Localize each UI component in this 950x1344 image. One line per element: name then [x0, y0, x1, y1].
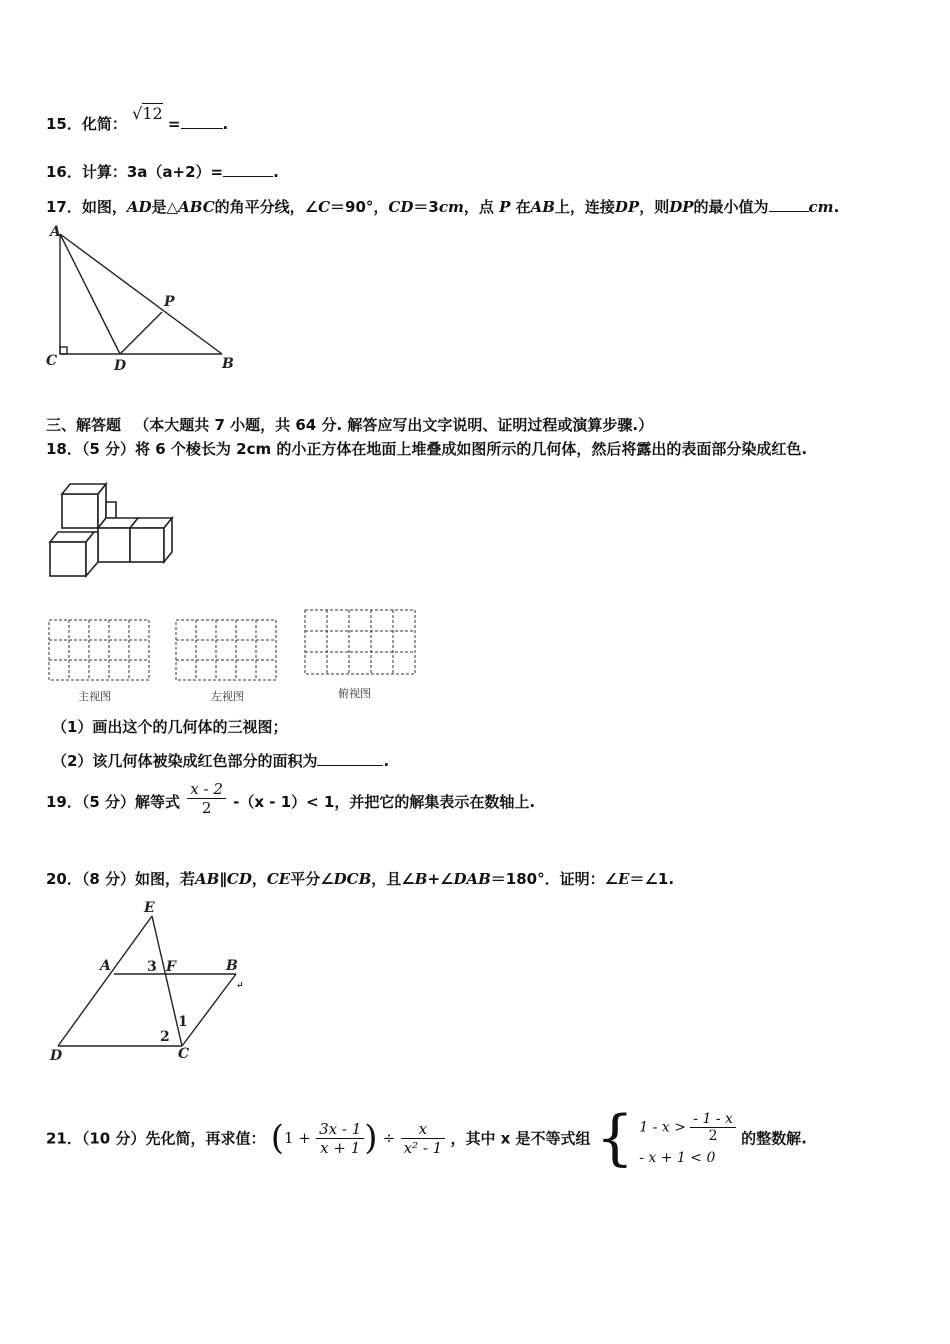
question-number: 15． — [46, 115, 82, 133]
text-seg: ＝∠1. — [629, 870, 675, 888]
text-seg: ＝90°， — [330, 198, 389, 216]
var-ad: AD — [126, 198, 152, 216]
label-2: 2 — [160, 1029, 170, 1045]
edge-ad — [60, 234, 120, 354]
question-text-post: 的整数解. — [741, 1129, 807, 1148]
question-16: 16．计算：3a（a+2）= . — [46, 163, 279, 181]
question-number: 17． — [46, 198, 82, 216]
question-20 — [46, 868, 674, 889]
label-3: 3 — [147, 959, 157, 975]
text-seg: +∠ — [427, 870, 454, 888]
right-paren: ) — [364, 1118, 378, 1158]
label-d: D — [50, 1048, 63, 1064]
top-view-label: 俯视图 — [338, 687, 371, 700]
fraction-2-numerator: x — [418, 1119, 428, 1138]
var-b: B — [414, 870, 428, 888]
text-seg: ， — [251, 870, 267, 888]
text-seg: 上，连接 — [554, 198, 615, 216]
label-d: D — [114, 358, 127, 374]
edge-dp — [120, 312, 162, 354]
text-seg: 的角平分线，∠ — [214, 198, 319, 216]
fraction-1-numerator: 3x - 1 — [319, 1119, 362, 1138]
cube-top-front — [62, 494, 98, 528]
question-number: 18． — [46, 440, 82, 458]
cube-row-front1 — [98, 528, 130, 562]
left-view-label: 左视图 — [211, 690, 244, 703]
radicand: 12 — [142, 104, 163, 123]
unit-cm: cm — [808, 198, 834, 216]
question-number: 21． — [46, 1129, 82, 1148]
text-seg: . — [833, 198, 840, 216]
question-19 — [46, 780, 536, 821]
var-cd: CD — [226, 870, 252, 888]
question-text-mid: ，其中 x 是不等式组 — [450, 1129, 591, 1148]
text-seg: ＝3 — [413, 198, 439, 216]
label-b: B — [226, 958, 238, 974]
line-de — [58, 916, 152, 1046]
text-seg: 在 — [510, 198, 531, 216]
var-p: P — [499, 198, 511, 216]
question-text: （5 分）解等式 — [81, 793, 181, 811]
edge-ab — [60, 234, 222, 354]
question-17 — [46, 196, 839, 217]
label-f: F — [166, 959, 176, 975]
question-label: 化简： — [81, 115, 127, 133]
fraction-denominator: 2 — [187, 798, 226, 817]
fraction — [187, 780, 226, 817]
var-abc: ABC — [178, 198, 215, 216]
q18-sub2 — [52, 750, 389, 771]
fraction-1 — [316, 1120, 364, 1157]
right-angle-mark — [60, 347, 67, 354]
text-seg: 如图， — [81, 198, 127, 216]
sub2-end: . — [383, 752, 390, 770]
question-text: （5 分）将 6 个棱长为 2cm 的小正方体在地面上堆叠成如图所示的几何体，然后将露出的表面部分染成红色. — [81, 440, 808, 458]
inequality-2: - x + 1 < 0 — [639, 1149, 716, 1166]
var-dp: DP — [614, 198, 640, 216]
text-seg: （8 分）如图，若 — [81, 870, 196, 888]
sub2-text: （2）该几何体被染成红色部分的面积为 — [52, 752, 318, 770]
var-c: C — [318, 198, 331, 216]
question-number: 16． — [46, 163, 82, 181]
var-dp: DP — [669, 198, 694, 216]
cube-stack-figure — [44, 480, 179, 580]
cube-row-front2 — [130, 528, 164, 562]
text-seg: 平分∠ — [290, 870, 334, 888]
triangle-figure — [40, 222, 250, 377]
fraction-1-denominator: x + 1 — [316, 1138, 364, 1157]
text-seg: 的最小值为 — [693, 198, 769, 216]
question-text: （10 分）先化简，再求值： — [81, 1129, 266, 1148]
fraction-2-denominator: x² - 1 — [401, 1138, 446, 1157]
section-title: 三、解答题 — [46, 416, 122, 434]
inequality-1 — [639, 1111, 736, 1144]
answer-blank[interactable] — [181, 114, 223, 129]
question-18 — [46, 438, 807, 459]
top-view-grid[interactable] — [304, 609, 416, 675]
inequality-system — [639, 1111, 736, 1166]
sqrt-expression: √12 — [132, 104, 163, 123]
var-e: E — [618, 870, 630, 888]
left-view-grid[interactable] — [175, 619, 277, 681]
text-seg: 是△ — [151, 198, 179, 216]
label-1: 1 — [178, 1014, 188, 1030]
divide-sign: ÷ — [382, 1129, 396, 1147]
return-mark: ↵ — [236, 981, 244, 991]
label-a: A — [50, 224, 61, 240]
label-c: C — [178, 1046, 190, 1062]
text-seg: ，且∠ — [371, 870, 415, 888]
line-bc — [182, 974, 236, 1046]
fraction-2 — [401, 1120, 446, 1157]
equals-sign: = — [167, 115, 181, 133]
cube-back-peek — [106, 502, 116, 518]
text-seg: ，点 — [463, 198, 500, 216]
var-dcb: DCB — [333, 870, 372, 888]
question-number: 20． — [46, 870, 82, 888]
var-ab: AB — [195, 870, 220, 888]
inequality-1-fraction — [690, 1111, 736, 1144]
unit-cm: cm — [438, 198, 464, 216]
var-ce: CE — [266, 870, 291, 888]
var-dab: DAB — [453, 870, 491, 888]
left-paren: ( — [270, 1118, 284, 1158]
question-text-post: -（x - 1）< 1，并把它的解集表示在数轴上. — [233, 793, 536, 811]
text-seg: ∥ — [219, 870, 227, 888]
inequality-1-left: 1 - x > — [639, 1119, 686, 1135]
question-15: 15．化简： √12 = . — [46, 104, 229, 133]
one-plus: 1 + — [283, 1129, 311, 1147]
question-21 — [46, 1103, 807, 1173]
system-brace: { — [595, 1103, 634, 1173]
front-view-label: 主视图 — [78, 690, 111, 703]
label-c: C — [46, 353, 58, 369]
inequality-1-numerator: - 1 - x — [693, 1110, 733, 1127]
answer-blank[interactable] — [223, 162, 273, 177]
cube-front-side — [86, 532, 98, 576]
front-view-grid[interactable] — [48, 619, 150, 681]
parallelogram-figure — [44, 898, 254, 1068]
label-e: E — [144, 900, 155, 916]
label-p: P — [164, 294, 175, 310]
label-a: A — [100, 958, 111, 974]
q18-sub1: （1）画出这个的几何体的三视图； — [52, 718, 288, 736]
question-number: 19． — [46, 793, 82, 811]
text-seg: ＝180°．证明：∠ — [490, 870, 619, 888]
var-cd: CD — [388, 198, 414, 216]
section-3-heading — [46, 414, 653, 435]
inequality-1-denominator: 2 — [690, 1127, 736, 1144]
cube-front-face — [50, 542, 86, 576]
text-seg: ，则 — [639, 198, 670, 216]
section-note: （本大题共 7 小题，共 64 分. 解答应写出文字说明、证明过程或演算步骤.） — [134, 416, 654, 434]
answer-blank[interactable] — [769, 197, 809, 212]
question-text: 计算：3a（a+2）= — [81, 163, 224, 181]
fraction-numerator: x - 2 — [190, 780, 223, 798]
answer-blank[interactable] — [317, 751, 383, 766]
label-b: B — [222, 356, 234, 372]
var-ab: AB — [530, 198, 555, 216]
